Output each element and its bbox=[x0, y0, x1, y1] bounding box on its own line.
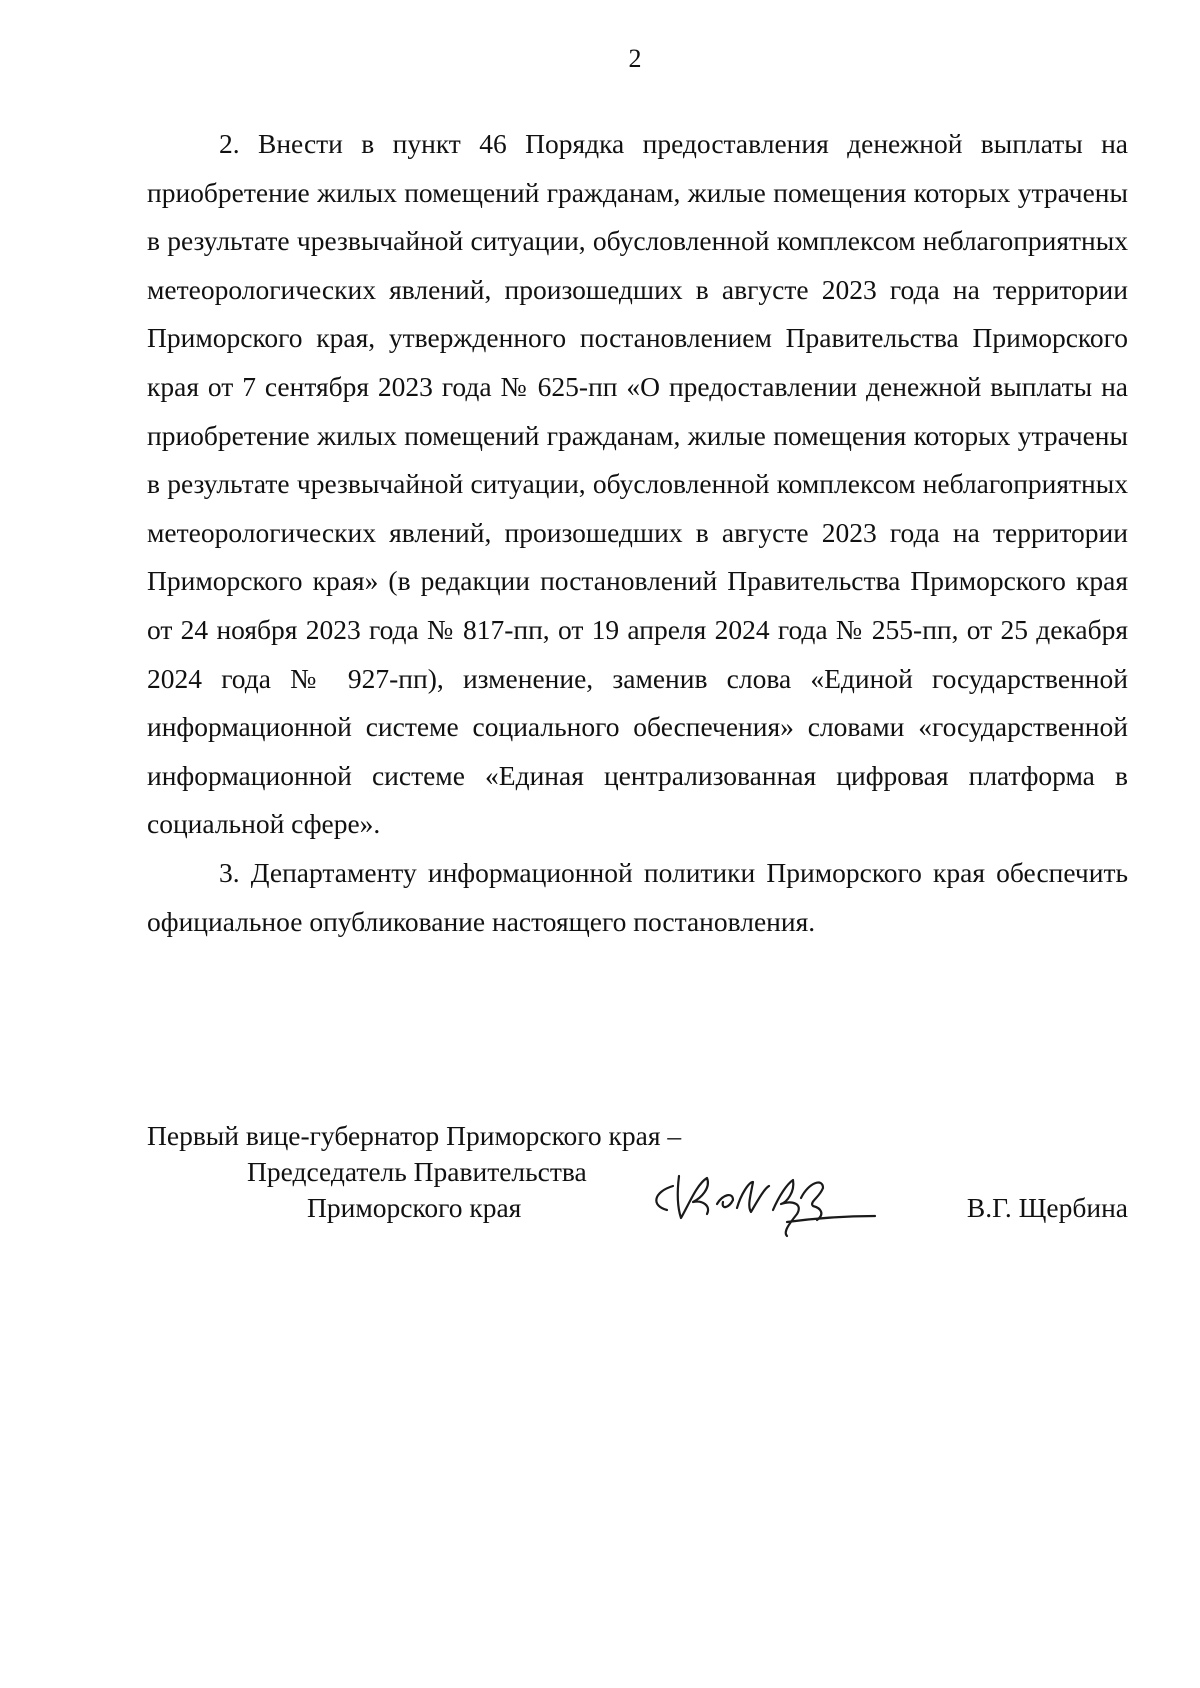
page-number: 2 bbox=[628, 44, 642, 73]
signatory-title-line-3: Приморского края bbox=[307, 1192, 522, 1223]
paragraph-item-3: 3. Департаменту информационной политики Приморского края обеспечить официальное опубликование настоящего постановления. bbox=[147, 856, 1128, 937]
signature-block bbox=[147, 1118, 1128, 1248]
handwritten-signature bbox=[637, 1148, 877, 1238]
document-body bbox=[147, 120, 1128, 946]
signatory-title-line-1: Первый вице-губернатор Приморского края – bbox=[147, 1120, 682, 1151]
signatory-name: В.Г. Щербина bbox=[966, 1192, 1128, 1223]
signatory-title-line-2: Председатель Правительства bbox=[247, 1156, 587, 1187]
paragraph-item-2: 2. Внести в пункт 46 Порядка предоставления денежной выплаты на приобретение жилых помещений гражданам, жилые помещения которых утрачены в результате чрезвычайной ситуации, обусловленной комплексом неблагоприятных метеорологических явлений, произошедших в августе 2023 года на территории Приморского края, утвержденного постановлением Правительства Приморского края от 7 сентября 2023 года № 625-пп «О предоставлении денежной выплаты на приобретение жилых помещений гражданам, жилые помещения которых утрачены в результате чрезвычайной ситуации, обусловленной комплексом неблагоприятных метеорологических явлений, произошедших в августе 2023 года на территории Приморского края» (в редакции постановлений Правительства Приморского края от 24 ноября 2023 года № 817-пп, от 19 апреля 2024 года № 255-пп, от 25 декабря 2024 года № 927-пп), изменение, заменив слова «Единой государственной информационной системе социального обеспечения» словами «государственной информационной системе «Единая централизованная цифровая платформа в социальной сфере». bbox=[147, 128, 1128, 840]
